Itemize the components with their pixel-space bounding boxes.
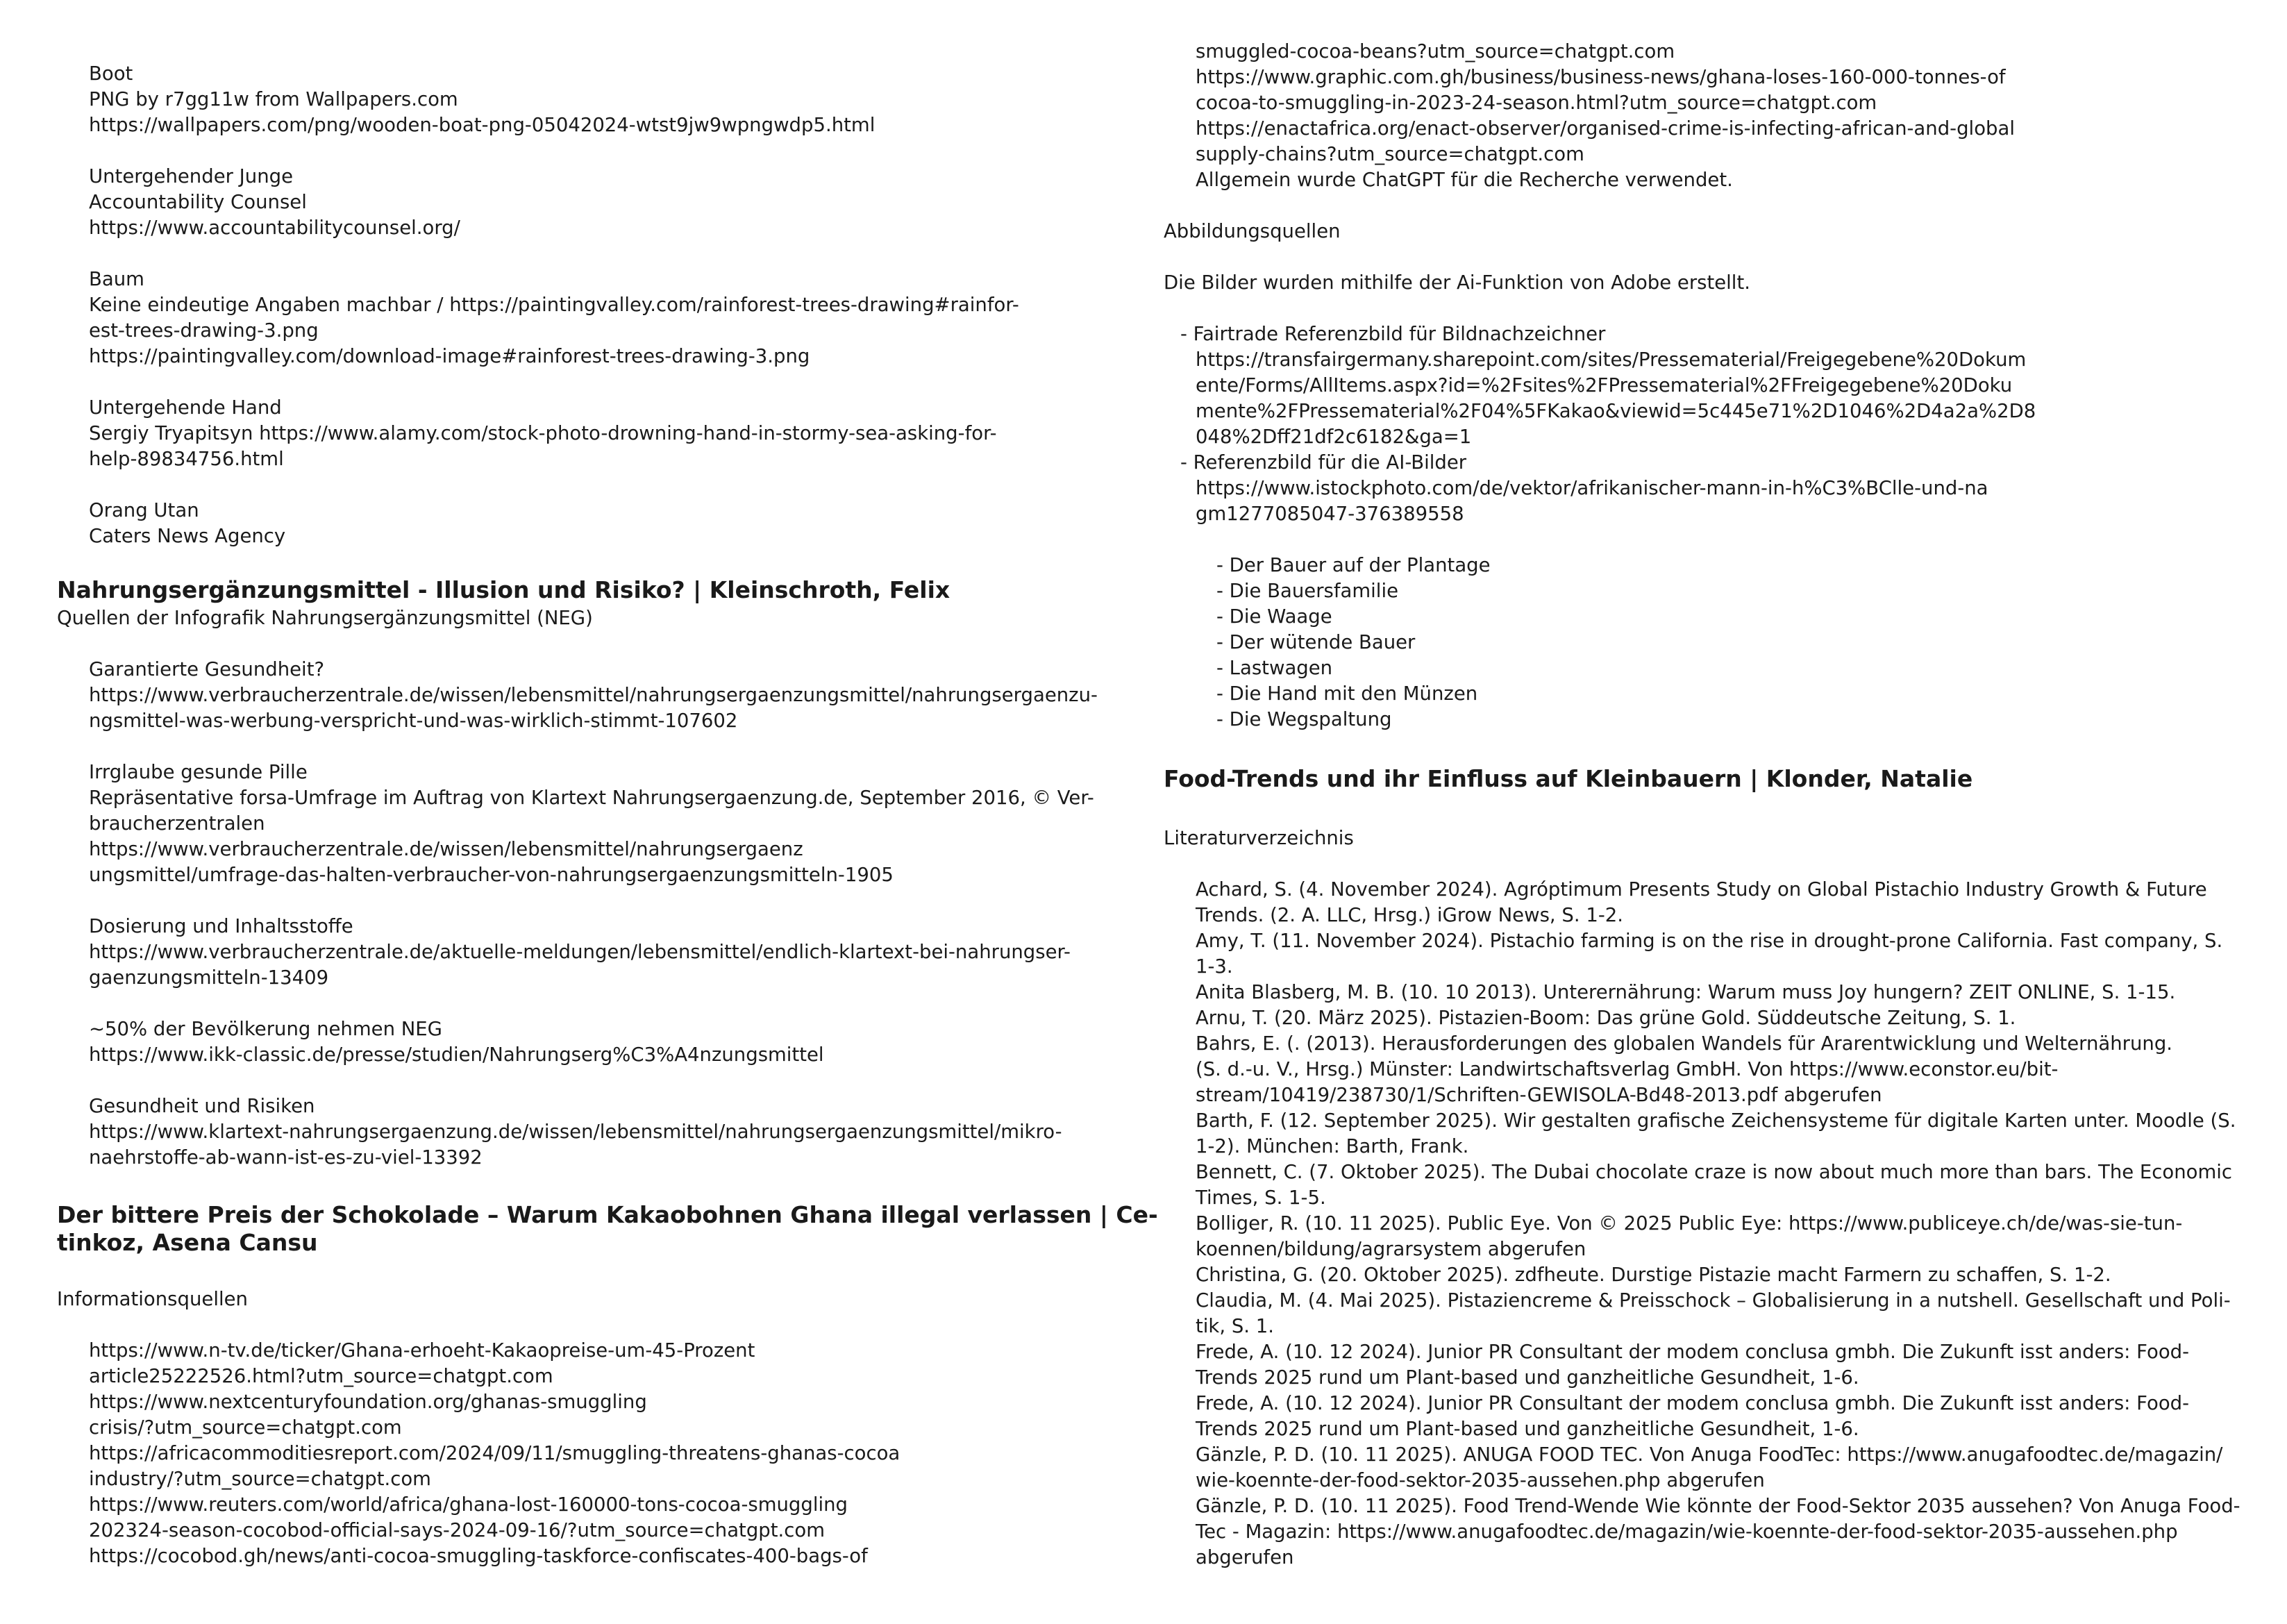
bibliography-line: Bahrs, E. (. (2013). Herausforderungen des globalen Wandels für Ararentwicklung und Welternährung. (1196, 1032, 2173, 1055)
fairtrade-link[interactable]: mente%2FPressematerial%2F04%5FKakao&viewid=5c445e71%2D1046%2D4a2a%2D8 (1196, 400, 2036, 422)
info-link[interactable]: article25222526.html?utm_source=chatgpt.com (89, 1365, 553, 1387)
section-heading-neg: Nahrungsergänzungsmittel - Illusion und Risiko? | Kleinschroth, Felix (57, 576, 950, 603)
credit-source: Caters News Agency (89, 525, 286, 547)
bibliography-line: Gänzle, P. D. (10. 11 2025). ANUGA FOOD TEC. Von Anuga FoodTec: https://www.anugafoodtec.de/magazin/ (1196, 1443, 2223, 1466)
bibliography-line: Anita Blasberg, M. B. (10. 10 2013). Unterernährung: Warum muss Joy hungern? ZEIT ONLINE, S. 1-15. (1196, 981, 2176, 1003)
credit-link[interactable]: https://paintingvalley.com/download-image#rainforest-trees-drawing-3.png (89, 345, 810, 367)
credit-link[interactable]: https://wallpapers.com/png/wooden-boat-png-05042024-wtst9jw9wpngwdp5.html (89, 114, 876, 136)
figure-sources-label: Abbildungsquellen (1164, 220, 1341, 242)
credit-source-cont: help-89834756.html (89, 448, 284, 470)
bibliography-line: Amy, T. (11. November 2024). Pistachio farming is on the rise in drought-prone California. Fast company, S. (1196, 930, 2223, 952)
image-list-item: - Die Wegspaltung (1216, 708, 1392, 730)
credit-source: Sergiy Tryapitsyn https://www.alamy.com/stock-photo-drowning-hand-in-stormy-sea-asking-for- (89, 422, 997, 444)
neg-item-title: Dosierung und Inhaltsstoffe (89, 915, 353, 937)
bibliography-line: Achard, S. (4. November 2024). Agróptimum Presents Study on Global Pistachio Industry Growth & Future (1196, 878, 2207, 901)
bibliography-line: Tec - Magazin: https://www.anugafoodtec.de/magazin/wie-koennte-der-food-sektor-2035-aussehen.php (1196, 1521, 2178, 1543)
neg-item-link[interactable]: https://www.klartext-nahrungsergaenzung.de/wissen/lebensmittel/nahrungsergaenzungsmittel/mikro- (89, 1121, 1062, 1143)
bibliography-line: Barth, F. (12. September 2025). Wir gestalten grafische Zeichensysteme für digitale Karten unter. Moodle (S. (1196, 1110, 2236, 1132)
reference-link[interactable]: gm1277085047-376389558 (1196, 503, 1464, 525)
chatgpt-note: Allgemein wurde ChatGPT für die Recherche verwendet. (1196, 169, 1733, 191)
info-link[interactable]: https://www.nextcenturyfoundation.org/ghanas-smuggling (89, 1391, 647, 1413)
info-link[interactable]: smuggled-cocoa-beans?utm_source=chatgpt.com (1196, 40, 1675, 62)
bibliography-line: Claudia, M. (4. Mai 2025). Pistaziencreme & Preisschock – Globalisierung in a nutshell. Gesellschaft und Poli- (1196, 1289, 2231, 1312)
credit-source-cont: est-trees-drawing-3.png (89, 319, 319, 342)
info-link[interactable]: industry/?utm_source=chatgpt.com (89, 1468, 431, 1490)
fairtrade-link[interactable]: 048%2Dff21df2c6182&ga=1 (1196, 426, 1472, 448)
credit-title-junge: Untergehender Junge (89, 165, 294, 187)
credit-source: PNG by r7gg11w from Wallpapers.com (89, 88, 458, 110)
image-list-item: - Der wütende Bauer (1216, 631, 1416, 653)
info-sources-label: Informationsquellen (57, 1288, 248, 1310)
neg-item-title: Gesundheit und Risiken (89, 1095, 315, 1117)
credit-title-baum: Baum (89, 268, 144, 290)
info-link[interactable]: cocoa-to-smuggling-in-2023-24-season.html?utm_source=chatgpt.com (1196, 92, 1877, 114)
bibliography-line: tik, S. 1. (1196, 1315, 1275, 1337)
bibliography-line: Trends. (2. A. LLC, Hrsg.) iGrow News, S. 1-2. (1196, 904, 1623, 926)
image-list-item: - Die Bauersfamilie (1216, 580, 1399, 602)
bibliography-line: Gänzle, P. D. (10. 11 2025). Food Trend-Wende Wie könnte der Food-Sektor 2035 aussehen? Von Anuga Food- (1196, 1495, 2240, 1517)
credit-title-hand: Untergehende Hand (89, 396, 282, 419)
credit-title-utan: Orang Utan (89, 499, 199, 521)
bibliography-line: koennen/bildung/agrarsystem abgerufen (1196, 1238, 1586, 1260)
neg-item-text-cont: braucherzentralen (89, 812, 265, 835)
info-link[interactable]: https://www.n-tv.de/ticker/Ghana-erhoeht-Kakaopreise-um-45-Prozent (89, 1339, 755, 1362)
section-heading-kakao: Der bittere Preis der Schokolade – Warum Kakaobohnen Ghana illegal verlassen | Ce- (57, 1201, 1158, 1228)
neg-item-link[interactable]: https://www.ikk-classic.de/presse/studien/Nahrungserg%C3%A4nzungsmittel (89, 1044, 824, 1066)
neg-item-link[interactable]: https://www.verbraucherzentrale.de/aktuelle-meldungen/lebensmittel/endlich-klartext-bei-nahrungser- (89, 941, 1071, 963)
credit-link[interactable]: https://www.accountabilitycounsel.org/ (89, 217, 460, 239)
info-link[interactable]: https://cocobod.gh/news/anti-cocoa-smuggling-taskforce-confiscates-400-bags-of (89, 1545, 868, 1567)
section-heading-food: Food-Trends und ihr Einfluss auf Kleinbauern | Klonder, Natalie (1164, 765, 1973, 792)
info-link[interactable]: crisis/?utm_source=chatgpt.com (89, 1416, 402, 1439)
reference-bullet: - Referenzbild für die AI-Bilder (1180, 451, 1467, 474)
neg-item-title: ~50% der Bevölkerung nehmen NEG (89, 1018, 442, 1040)
neg-item-title: Irrglaube gesunde Pille (89, 761, 308, 783)
bibliography-line: 1-3. (1196, 955, 1233, 978)
info-link[interactable]: https://www.reuters.com/world/africa/ghana-lost-160000-tons-cocoa-smuggling (89, 1493, 848, 1516)
neg-item-link-cont[interactable]: ungsmittel/umfrage-das-halten-verbraucher-von-nahrungsergaenzungsmitteln-1905 (89, 864, 894, 886)
bibliography-line: Arnu, T. (20. März 2025). Pistazien-Boom: Das grüne Gold. Süddeutsche Zeitung, S. 1. (1196, 1007, 2016, 1029)
fairtrade-link[interactable]: https://transfairgermany.sharepoint.com/sites/Pressematerial/Freigegebene%20Dokum (1196, 349, 2027, 371)
credit-title-boot: Boot (89, 62, 133, 85)
section-heading-kakao-cont: tinkoz, Asena Cansu (57, 1229, 318, 1256)
image-list-item: - Der Bauer auf der Plantage (1216, 554, 1491, 576)
neg-item-link[interactable]: https://www.verbraucherzentrale.de/wissen/lebensmittel/nahrungsergaenzungsmittel/nahrungsergaenzu- (89, 684, 1098, 706)
fairtrade-link[interactable]: ente/Forms/AllItems.aspx?id=%2Fsites%2FPressematerial%2FFreigegebene%20Doku (1196, 374, 2013, 396)
figure-sources-text: Die Bilder wurden mithilfe der Ai-Funktion von Adobe erstellt. (1164, 271, 1750, 294)
info-link[interactable]: supply-chains?utm_source=chatgpt.com (1196, 143, 1584, 165)
neg-item-link[interactable]: https://www.verbraucherzentrale.de/wissen/lebensmittel/nahrungsergaenz (89, 838, 803, 860)
bibliography-line: Frede, A. (10. 12 2024). Junior PR Consultant der modem conclusa gmbh. Die Zukunft isst anders: Food- (1196, 1392, 2190, 1414)
bibliography-line: Christina, G. (20. Oktober 2025). zdfheute. Durstige Pistazie macht Farmern zu schaffen, S. 1-2. (1196, 1264, 2111, 1286)
reference-link[interactable]: https://www.istockphoto.com/de/vektor/afrikanischer-mann-in-h%C3%BClle-und-na (1196, 477, 1988, 499)
neg-item-text: Repräsentative forsa-Umfrage im Auftrag von Klartext Nahrungsergaenzung.de, September 2016, © Ver- (89, 787, 1094, 809)
neg-item-link-cont[interactable]: gaenzungsmitteln-13409 (89, 966, 329, 989)
info-link[interactable]: https://enactafrica.org/enact-observer/organised-crime-is-infecting-african-and-global (1196, 117, 2015, 140)
section-subtitle-neg: Quellen der Infografik Nahrungsergänzungsmittel (NEG) (57, 607, 593, 629)
neg-item-link-cont[interactable]: naehrstoffe-ab-wann-ist-es-zu-viel-13392 (89, 1146, 483, 1169)
bibliography-line: stream/10419/238730/1/Schriften-GEWISOLA-Bd48-2013.pdf abgerufen (1196, 1084, 1882, 1106)
bibliography-line: 1-2). München: Barth, Frank. (1196, 1135, 1469, 1157)
fairtrade-bullet: - Fairtrade Referenzbild für Bildnachzeichner (1180, 323, 1606, 345)
neg-item-link-cont[interactable]: ngsmittel-was-werbung-verspricht-und-was-wirklich-stimmt-107602 (89, 710, 738, 732)
bibliography-line: Frede, A. (10. 12 2024). Junior PR Consultant der modem conclusa gmbh. Die Zukunft isst anders: Food- (1196, 1341, 2190, 1363)
bibliography-line: abgerufen (1196, 1546, 1294, 1568)
image-list-item: - Lastwagen (1216, 657, 1333, 679)
image-list-item: - Die Waage (1216, 605, 1332, 628)
bibliography-line: wie-koennte-der-food-sektor-2035-aussehen.php abgerufen (1196, 1469, 1765, 1491)
info-link[interactable]: https://www.graphic.com.gh/business/business-news/ghana-loses-160-000-tonnes-of (1196, 66, 2006, 88)
bibliography-label: Literaturverzeichnis (1164, 827, 1354, 849)
info-link[interactable]: 202324-season-cocobod-official-says-2024-09-16/?utm_source=chatgpt.com (89, 1519, 825, 1541)
credit-source: Keine eindeutige Angaben machbar / https://paintingvalley.com/rainforest-trees-drawing#rainfor- (89, 294, 1019, 316)
bibliography-line: Bolliger, R. (10. 11 2025). Public Eye. Von © 2025 Public Eye: https://www.publiceye.ch/de/was-sie-tun- (1196, 1212, 2183, 1234)
image-list-item: - Die Hand mit den Münzen (1216, 683, 1478, 705)
neg-item-title: Garantierte Gesundheit? (89, 658, 325, 680)
bibliography-line: Bennett, C. (7. Oktober 2025). The Dubai chocolate craze is now about much more than bars. The Economic (1196, 1161, 2233, 1183)
credit-source: Accountability Counsel (89, 191, 307, 213)
bibliography-line: Times, S. 1-5. (1196, 1187, 1326, 1209)
bibliography-line: Trends 2025 rund um Plant-based und ganzheitliche Gesundheit, 1-6. (1196, 1418, 1859, 1440)
info-link[interactable]: https://africacommoditiesreport.com/2024/09/11/smuggling-threatens-ghanas-cocoa (89, 1442, 900, 1464)
bibliography-line: Trends 2025 rund um Plant-based und ganzheitliche Gesundheit, 1-6. (1196, 1366, 1859, 1389)
bibliography-line: (S. d.-u. V., Hrsg.) Münster: Landwirtschaftsverlag GmbH. Von https://www.econstor.eu/bit- (1196, 1058, 2059, 1080)
